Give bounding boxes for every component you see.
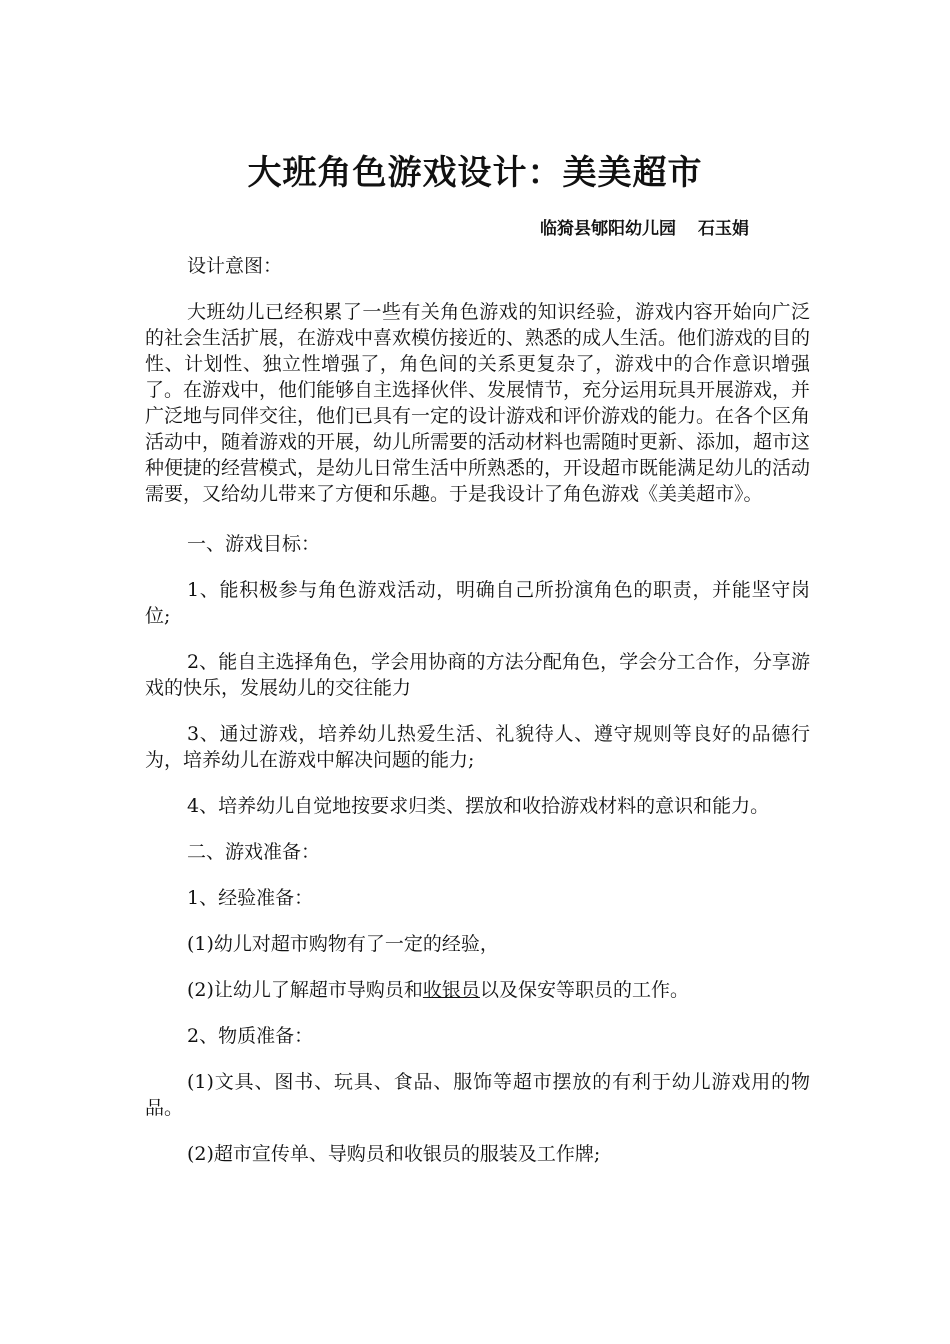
prep-experience-item xyxy=(145,977,810,1003)
section2-heading: 二、游戏准备： xyxy=(187,841,321,863)
document-body xyxy=(145,253,810,1187)
prep-text-before: (2)让幼儿了解超市导购员和 xyxy=(187,979,423,1001)
goal-item: 2、能自主选择角色，学会用协商的方法分配角色，学会分工合作，分享游戏的快乐，发展幼儿的交往能力 xyxy=(145,651,810,699)
prep-text-after: 以及保安等职员的工作。 xyxy=(479,979,689,1001)
prep-material-heading: 2、物质准备： xyxy=(187,1025,314,1047)
intent-heading: 设计意图： xyxy=(187,255,283,277)
document-title: 大班角色游戏设计：美美超市 xyxy=(247,153,703,193)
author-line xyxy=(540,214,749,239)
author-org: 临猗县郇阳幼儿园 xyxy=(540,219,676,239)
intent-paragraph: 大班幼儿已经积累了一些有关角色游戏的知识经验，游戏内容开始向广泛的社会生活扩展，在游戏中喜欢模仿接近的、熟悉的成人生活。他们游戏的目的性、计划性、独立性增强了，角色间的关系更复杂了，游戏中的合作意识增强了。在游戏中，他们能够自主选择伙伴、发展情节，充分运用玩具开展游戏，并广泛地与同伴交往，他们已具有一定的设计游戏和评价游戏的能力。在各个区角活动中，随着游戏的开展，幼儿所需要的活动材料也需随时更新、添加，超市这种便捷的经营模式，是幼儿日常生活中所熟悉的，开设超市既能满足幼儿的活动需要，又给幼儿带来了方便和乐趣。于是我设计了角色游戏《美美超市》。 xyxy=(145,301,811,505)
prep-experience-heading: 1、经验准备： xyxy=(187,887,314,909)
author-name: 石玉娟 xyxy=(698,219,749,239)
goal-item: 1、能积极参与角色游戏活动，明确自己所扮演角色的职责，并能坚守岗位; xyxy=(145,579,810,627)
prep-material-item: (2)超市宣传单、导购员和收银员的服装及工作牌; xyxy=(187,1143,601,1165)
goal-item: 3、通过游戏，培养幼儿热爱生活、礼貌待人、遵守规则等良好的品德行为，培养幼儿在游戏中解决问题的能力; xyxy=(145,723,810,771)
underlined-term: 收银员 xyxy=(422,979,480,1001)
section1-heading: 一、游戏目标： xyxy=(187,533,321,555)
goal-item: 4、培养幼儿自觉地按要求归类、摆放和收拾游戏材料的意识和能力。 xyxy=(187,795,770,817)
prep-material-item: (1)文具、图书、玩具、食品、服饰等超市摆放的有利于幼儿游戏用的物品。 xyxy=(145,1071,810,1119)
prep-experience-item: (1)幼儿对超市购物有了一定的经验， xyxy=(187,933,499,955)
